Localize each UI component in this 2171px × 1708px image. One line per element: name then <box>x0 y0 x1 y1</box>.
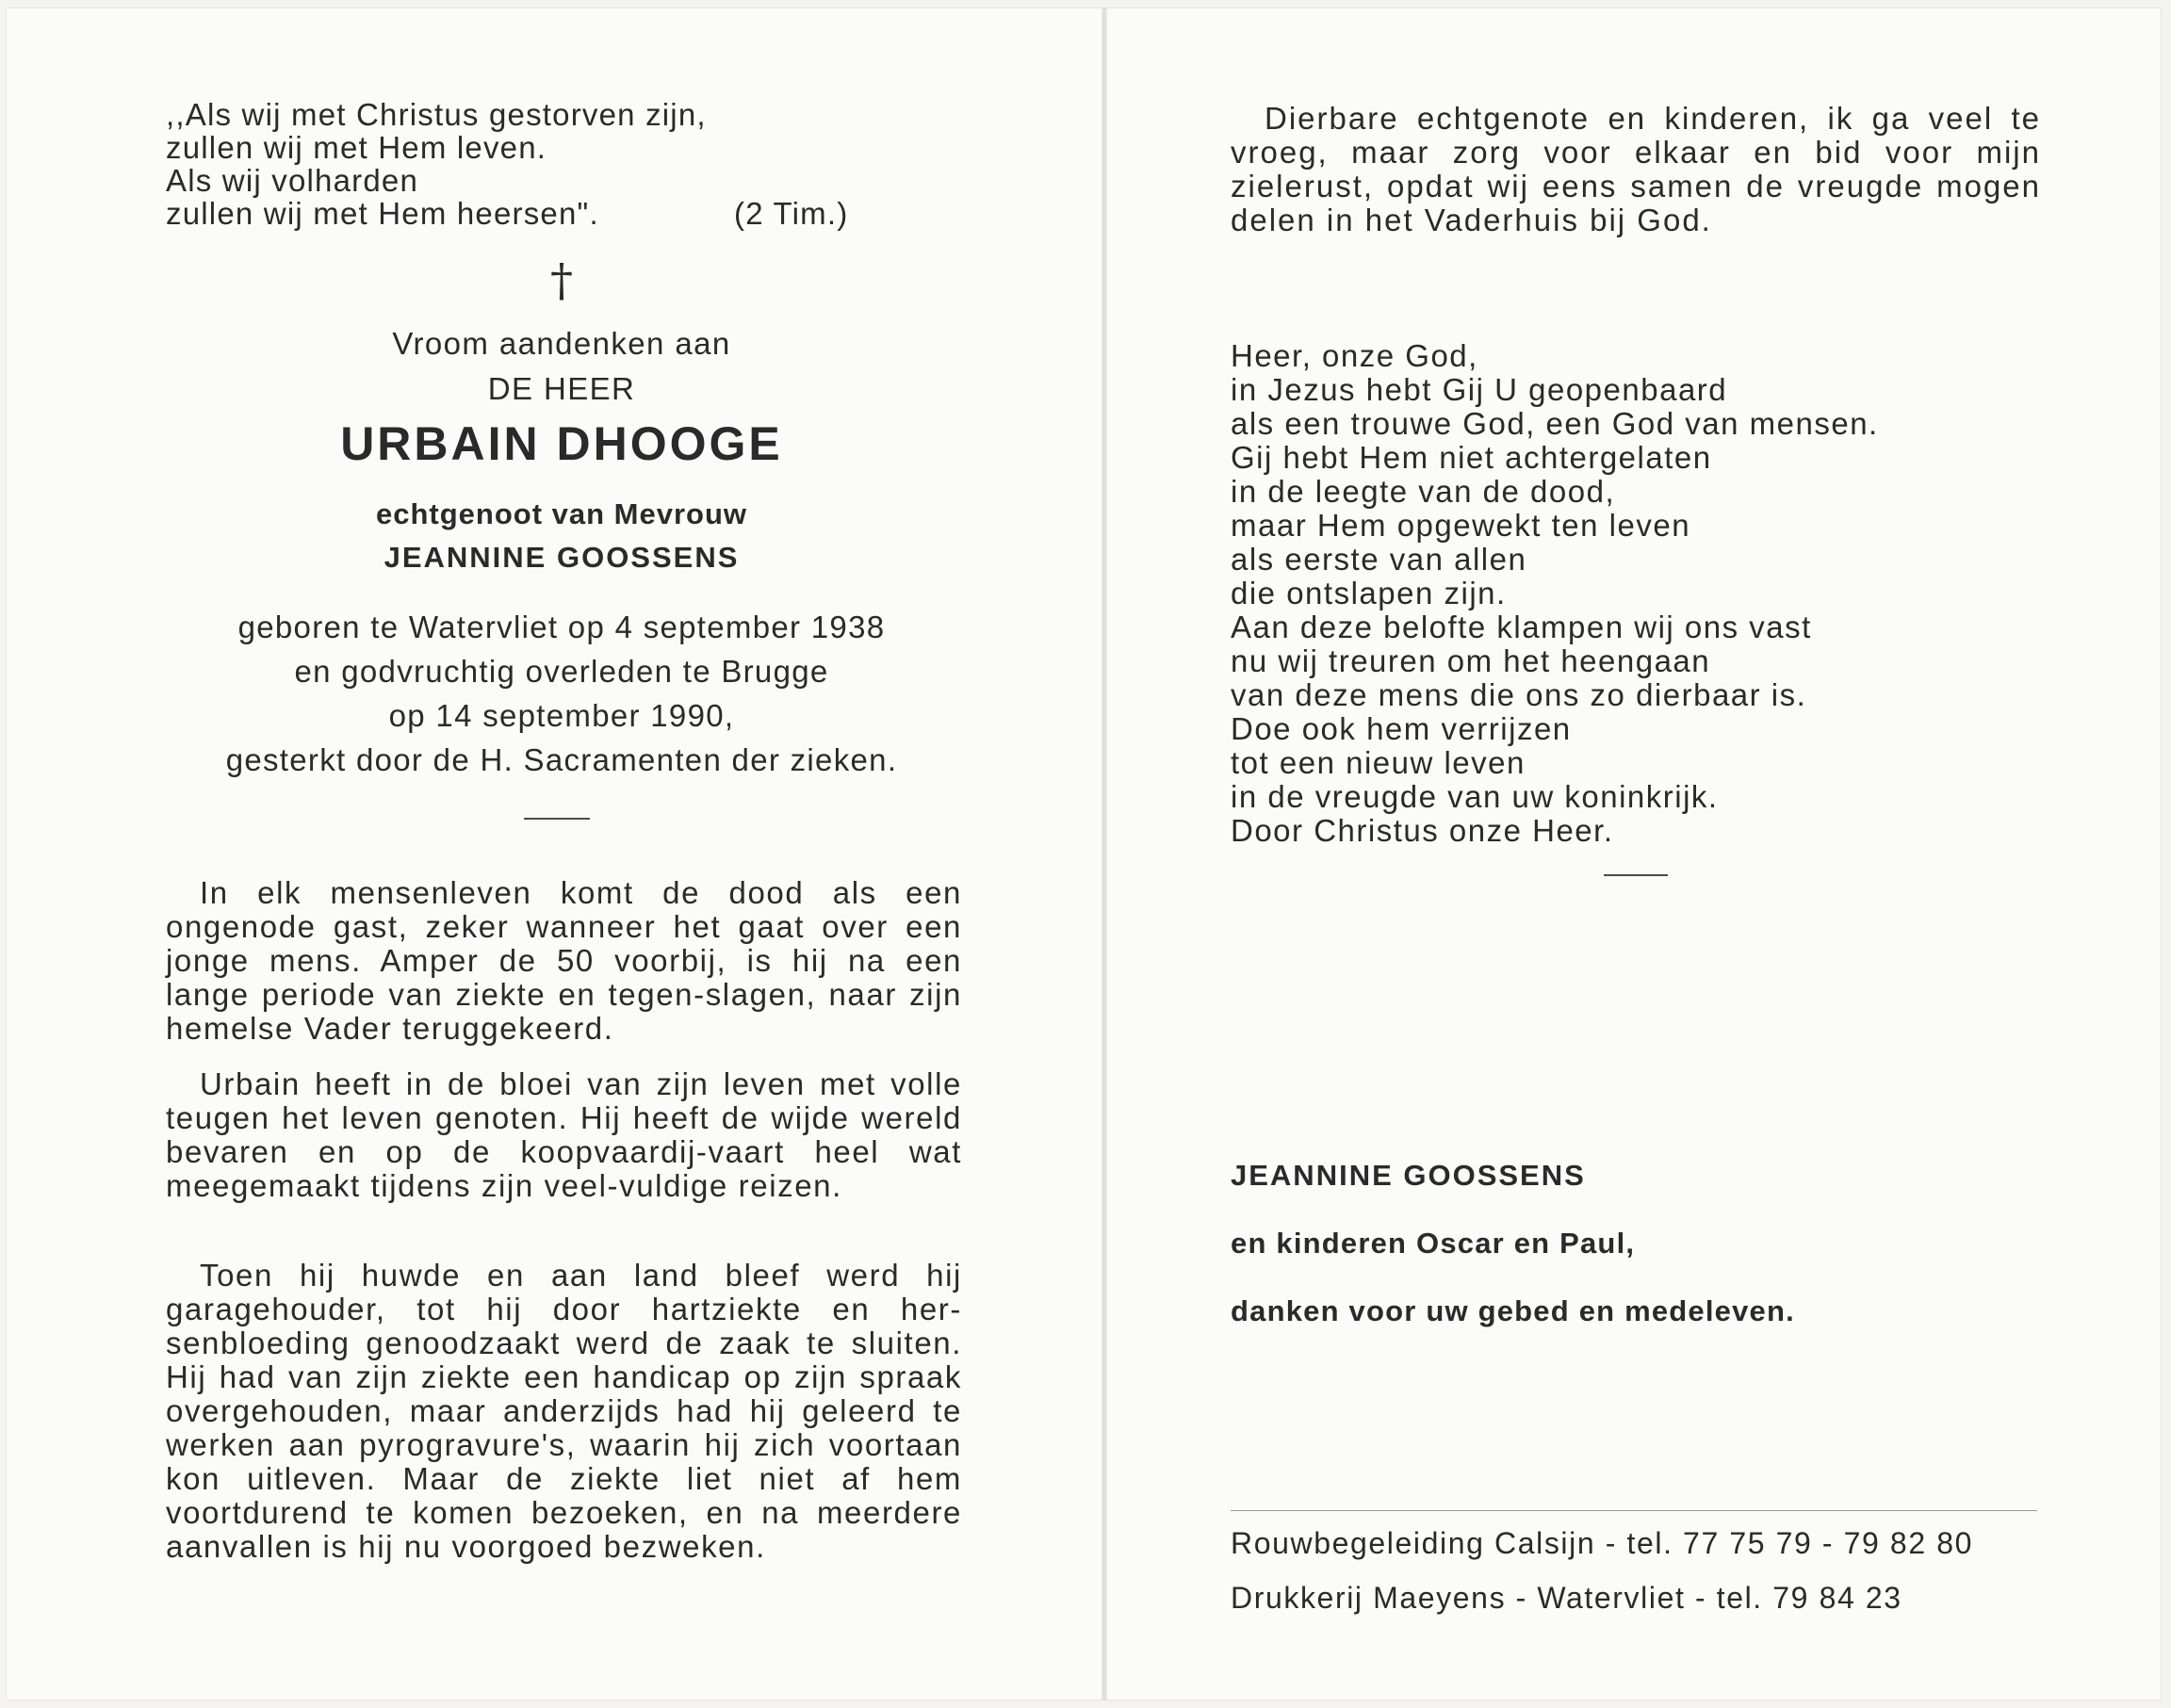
right-panel <box>1231 8 2041 1700</box>
prayer <box>1231 339 1879 848</box>
prayer-line: als een trouwe God, een God van mensen. <box>1231 406 1879 441</box>
detail-line: geboren te Watervliet op 4 september 1938 <box>237 610 886 644</box>
farewell-message <box>1231 102 2041 237</box>
prayer-line: tot een nieuw leven <box>1231 745 1526 780</box>
detail-line: gesterkt door de H. Sacramenten der zieken. <box>225 742 898 777</box>
funeral-service-credit: Rouwbegeleiding Calsijn - tel. 77 75 79 - 79 82 80 <box>1231 1526 1974 1560</box>
printer-credit: Drukkerij Maeyens - Watervliet - tel. 79 84 23 <box>1231 1581 1902 1615</box>
prayer-line: in Jezus hebt Gij U geopenbaard <box>1231 372 1728 407</box>
deceased-name: URBAIN DHOOGE <box>340 417 783 470</box>
section-divider <box>1604 874 1668 876</box>
farewell-text: Dierbare echtgenote en kinderen, ik ga veel te vroeg, maar zorg voor elkaar en bid voor mijn zielerust, opdat wij eens samen de vreugde mogen delen in het Vaderhuis bij God. <box>1231 101 2041 237</box>
cross-icon: † <box>550 254 573 307</box>
thanks-message: danken voor uw gebed en medeleven. <box>1231 1294 1795 1327</box>
section-divider <box>524 818 590 820</box>
prayer-line: die ontslapen zijn. <box>1231 576 1507 610</box>
spouse-intro: echtgenoot van Mevrouw <box>375 497 748 530</box>
prayer-line: Gij hebt Hem niet achtergelaten <box>1231 440 1712 475</box>
verse-line: zullen wij met Hem leven. <box>166 130 547 165</box>
verse-line: zullen wij met Hem heersen". <box>166 196 599 231</box>
memorial-intro: Vroom aandenken aan <box>392 326 731 361</box>
paragraph-text: Urbain heeft in de bloei van zijn leven met volle teugen het leven genoten. Hij heeft de wijde wereld bevaren en op de koopvaardij-vaart heel wat meegemaakt tijdens zijn veel-vuldige reizen. <box>166 1066 962 1203</box>
biography-paragraph-3 <box>166 1259 962 1564</box>
spouse-name: JEANNINE GOOSSENS <box>384 541 740 574</box>
footer-rule <box>1231 1510 2037 1511</box>
prayer-line: in de vreugde van uw koninkrijk. <box>1231 779 1719 814</box>
left-panel <box>156 8 967 1700</box>
honorific-title: DE HEER <box>487 371 636 406</box>
paragraph-text: In elk mensenleven komt de dood als een ongenode gast, zeker wanneer het gaat over een jonge mens. Amper de 50 voorbij, is hij na een lange periode van ziekte en tegen-slagen, naar zijn hemelse Vader teruggekeerd. <box>166 875 962 1046</box>
prayer-line: nu wij treuren om het heengaan <box>1231 643 1711 678</box>
verse-line: Als wij volharden <box>166 163 419 198</box>
detail-line: en godvruchtig overleden te Brugge <box>294 654 829 689</box>
prayer-line: Doe ook hem verrijzen <box>1231 711 1572 746</box>
verse-reference: (2 Tim.) <box>734 196 849 231</box>
birth-death-details <box>156 605 967 782</box>
card-fold <box>1102 8 1107 1700</box>
biography-paragraph-2 <box>166 1067 962 1203</box>
scripture-verse <box>166 98 939 230</box>
prayer-line: als eerste van allen <box>1231 542 1527 577</box>
prayer-line: maar Hem opgewekt ten leven <box>1231 508 1691 543</box>
verse-line: ,,Als wij met Christus gestorven zijn, <box>166 97 707 132</box>
biography-paragraph-1 <box>166 876 962 1046</box>
prayer-line: van deze mens die ons zo dierbaar is. <box>1231 677 1807 712</box>
thanks-children: en kinderen Oscar en Paul, <box>1231 1227 1636 1260</box>
paragraph-text: Toen hij huwde en aan land bleef werd hij garagehouder, tot hij door hartziekte en her-senbloeding genoodzaakt werd de zaak te sluiten. Hij had van zijn ziekte een handicap op zijn spraak overgehouden, maar anderzijds had hij geleerd te werken aan pyrogravure's, waarin hij zich voortaan kon uitleven. Maar de ziekte liet niet af hem voortdurend te komen bezoeken, en na meerdere aanvallen is hij nu voorgoed bezweken. <box>166 1258 962 1564</box>
prayer-line: Aan deze belofte klampen wij ons vast <box>1231 610 1812 644</box>
prayer-line: in de leegte van de dood, <box>1231 474 1616 509</box>
memorial-card <box>6 8 2162 1700</box>
prayer-line: Door Christus onze Heer. <box>1231 813 1614 848</box>
detail-line: op 14 september 1990, <box>388 698 735 733</box>
prayer-line: Heer, onze God, <box>1231 338 1478 373</box>
thanks-family-name: JEANNINE GOOSSENS <box>1231 1159 1586 1192</box>
